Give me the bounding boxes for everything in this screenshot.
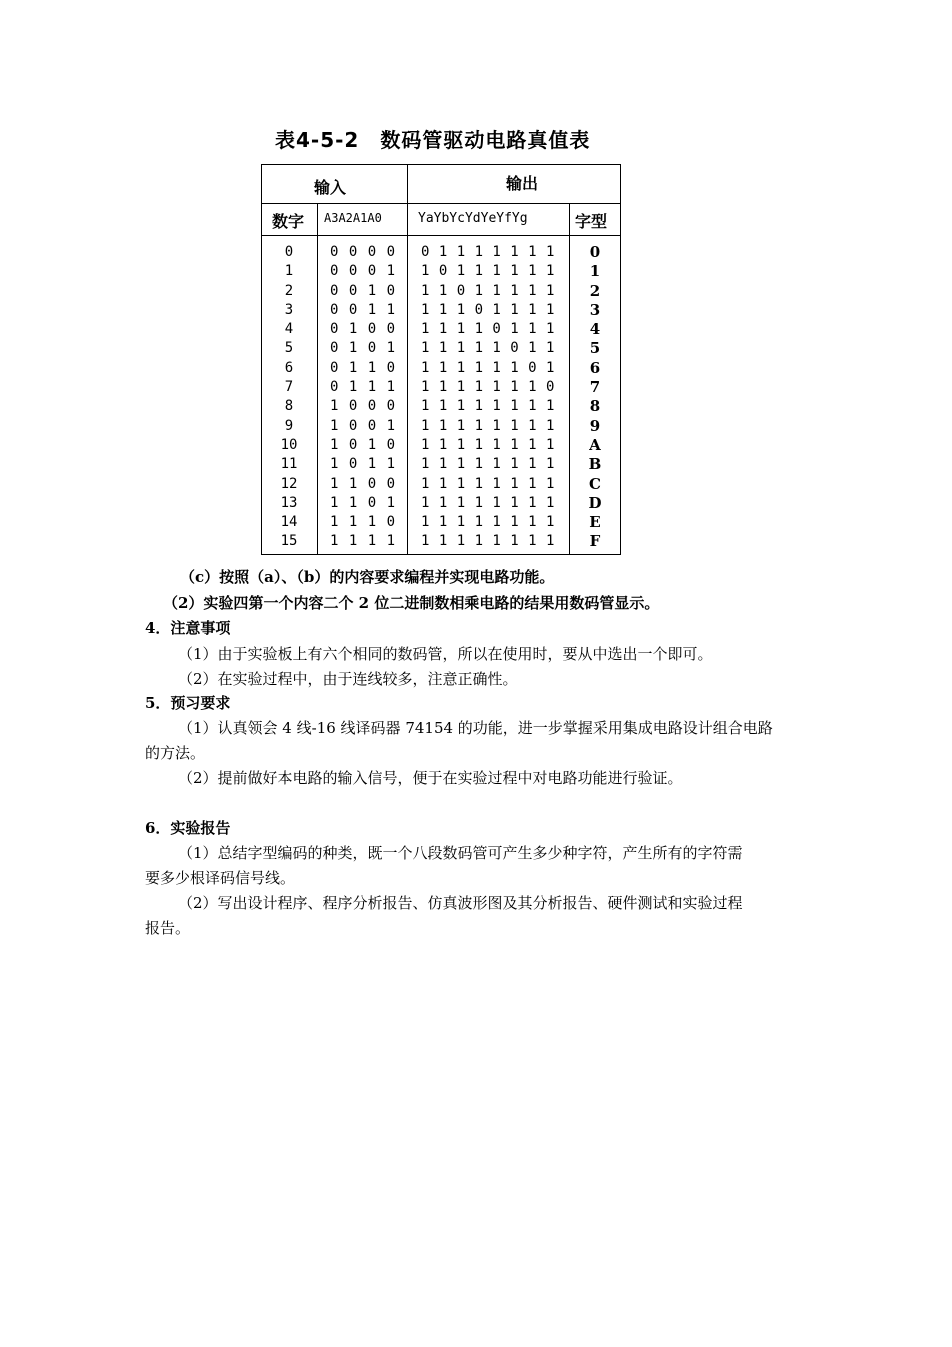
table-title: 表4-5-2 数码管驱动电路真值表	[275, 128, 591, 152]
table-cell-input: 1 1 0 1	[330, 494, 397, 511]
table-cell-digit: 7	[284, 379, 294, 396]
table-cell-input: 1 1 1 0	[330, 514, 397, 531]
table-cell-output: 1 1 1 1 1 0 1 1	[421, 340, 555, 357]
header-output: 输出	[506, 174, 539, 193]
table-cell-digit: 4	[284, 321, 294, 338]
table-cell-input: 0 0 0 0	[330, 244, 397, 260]
table-cell-digit: 8	[284, 398, 294, 415]
table-cell-output: 1 1 1 1 1 1 1 1	[421, 417, 555, 434]
subheader-divider	[262, 235, 620, 236]
table-cell-glyph: 7	[589, 378, 601, 397]
table-cell-digit: 12	[280, 475, 298, 492]
table-cell-output: 0 1 1 1 1 1 1 1	[421, 244, 555, 260]
table-cell-input: 1 1 1 1	[330, 533, 397, 550]
section-6-title: 6．实验报告	[145, 819, 231, 837]
header-vdivider	[407, 165, 408, 235]
table-cell-input: 0 0 0 1	[330, 263, 397, 280]
table-cell-digit: 9	[284, 417, 294, 434]
section-4-p2: （2）在实验过程中，由于连线较多，注意正确性。	[178, 670, 518, 688]
section-6-p2b: 报告。	[145, 919, 191, 937]
truth-table	[261, 164, 621, 555]
table-cell-output: 1 1 1 1 1 1 1 1	[421, 398, 555, 415]
table-cell-input: 1 0 1 1	[330, 456, 397, 473]
table-cell-output: 1 1 1 1 0 1 1 1	[421, 321, 555, 338]
table-cell-output: 1 1 1 1 1 1 1 1	[421, 494, 555, 511]
digit-col-divider	[317, 203, 318, 555]
table-cell-glyph: 2	[589, 281, 601, 300]
table-cell-output: 1 1 1 0 1 1 1 1	[421, 301, 555, 318]
table-cell-input: 1 0 1 0	[330, 436, 397, 453]
table-cell-input: 0 1 1 0	[330, 359, 397, 376]
table-cell-output: 1 1 1 1 1 1 1 1	[421, 475, 555, 492]
subheader-glyph: 字型	[575, 212, 608, 231]
section-5-p1a: （1）认真领会 4 线-16 线译码器 74154 的功能，进一步掌握采用集成电路设计组合电路	[178, 719, 773, 737]
table-cell-output: 1 1 1 1 1 1 0 1	[421, 359, 555, 376]
table-cell-glyph: E	[589, 513, 601, 532]
section-4-p1: （1）由于实验板上有六个相同的数码管，所以在使用时，要从中选出一个即可。	[178, 645, 713, 663]
section-6-p2a: （2）写出设计程序、程序分析报告、仿真波形图及其分析报告、硬件测试和实验过程	[178, 894, 743, 912]
table-cell-glyph: 5	[589, 339, 601, 358]
table-cell-output: 1 0 1 1 1 1 1 1	[421, 263, 555, 280]
table-cell-digit: 15	[280, 533, 298, 550]
table-cell-digit: 1	[284, 263, 294, 280]
table-cell-glyph: 6	[589, 358, 601, 377]
glyph-column	[569, 243, 621, 552]
table-cell-digit: 6	[284, 359, 294, 376]
header-divider	[262, 203, 620, 204]
table-cell-input: 1 0 0 1	[330, 417, 397, 434]
table-cell-glyph: 8	[589, 397, 601, 416]
table-cell-digit: 0	[284, 244, 294, 260]
table-cell-glyph: F	[589, 532, 601, 551]
table-cell-glyph: C	[589, 474, 601, 493]
table-cell-glyph: 1	[589, 262, 601, 281]
table-cell-digit: 2	[284, 282, 294, 299]
table-cell-glyph: 9	[589, 416, 601, 435]
output-column	[421, 243, 555, 552]
table-cell-output: 1 1 1 1 1 1 1 1	[421, 436, 555, 453]
input-column	[330, 243, 396, 552]
table-cell-digit: 10	[280, 436, 298, 453]
table-cell-glyph: B	[588, 455, 602, 474]
header-input: 输入	[314, 178, 347, 197]
item-c: （c）按照（a）、（b）的内容要求编程并实现电路功能。	[180, 568, 555, 586]
table-cell-digit: 3	[284, 301, 294, 318]
section-5-title: 5．预习要求	[145, 694, 231, 712]
subheader-outputs: YaYbYcYdYeYfYg	[418, 211, 528, 226]
section-5-p1b: 的方法。	[145, 744, 206, 762]
subheader-inputs: A3A2A1A0	[324, 211, 382, 225]
section-6-p1a: （1）总结字型编码的种类，既一个八段数码管可产生多少种字符，产生所有的字符需	[178, 844, 743, 862]
table-cell-glyph: D	[588, 493, 602, 512]
subheader-digit: 数字	[272, 212, 305, 231]
table-cell-input: 1 0 0 0	[330, 398, 397, 415]
table-cell-digit: 11	[280, 456, 298, 473]
table-cell-input: 0 1 1 1	[330, 379, 397, 396]
table-cell-output: 1 1 1 1 1 1 1 0	[421, 379, 555, 396]
item-2: （2）实验四第一个内容二个 2 位二进制数相乘电路的结果用数码管显示。	[163, 594, 660, 612]
table-cell-input: 0 1 0 1	[330, 340, 397, 357]
table-cell-input: 0 1 0 0	[330, 321, 397, 338]
table-cell-output: 1 1 1 1 1 1 1 1	[421, 533, 555, 550]
table-cell-glyph: A	[589, 435, 601, 454]
section-6-p1b: 要多少根译码信号线。	[145, 869, 296, 887]
table-cell-digit: 14	[280, 514, 298, 531]
table-cell-input: 0 0 1 0	[330, 282, 397, 299]
digit-column	[262, 243, 316, 552]
table-cell-output: 1 1 1 1 1 1 1 1	[421, 514, 555, 531]
table-cell-input: 1 1 0 0	[330, 475, 397, 492]
table-cell-digit: 5	[284, 340, 294, 357]
table-cell-glyph: 4	[589, 320, 601, 339]
table-cell-digit: 13	[280, 494, 298, 511]
table-cell-glyph: 0	[589, 243, 601, 261]
section-5-p2: （2）提前做好本电路的输入信号，便于在实验过程中对电路功能进行验证。	[178, 769, 683, 787]
table-cell-glyph: 3	[589, 300, 601, 319]
table-cell-output: 1 1 0 1 1 1 1 1	[421, 282, 555, 299]
input-col-divider	[407, 235, 408, 555]
section-4-title: 4．注意事项	[145, 619, 231, 637]
table-cell-input: 0 0 1 1	[330, 301, 397, 318]
table-cell-output: 1 1 1 1 1 1 1 1	[421, 456, 555, 473]
